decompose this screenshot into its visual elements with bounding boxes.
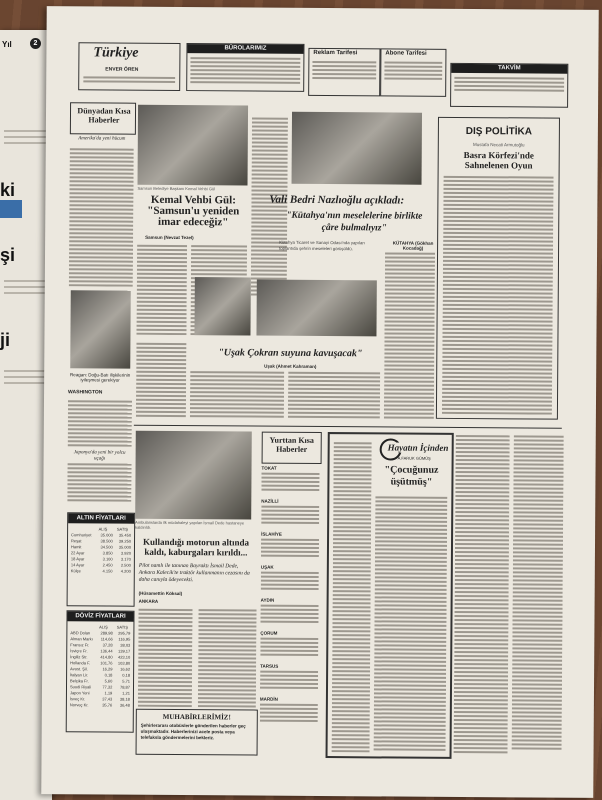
- row-value: 101,76: [100, 659, 113, 666]
- table-row: [68, 659, 132, 665]
- row-label: ABD Doları: [70, 629, 91, 635]
- row-label: 18 Ayar: [70, 555, 85, 561]
- burolar-heading: BÜROLARIMIZ: [187, 44, 303, 54]
- dunyadan-heading-box: [70, 102, 136, 134]
- doviz-col-a: ALIŞ: [99, 623, 108, 630]
- row-value: 3.920: [120, 550, 131, 556]
- row-value: 5,60: [104, 678, 113, 684]
- doviz-col-b: SATIŞ: [116, 624, 129, 630]
- row-value: 35.000: [100, 531, 113, 538]
- masthead-logo-box: [78, 42, 180, 91]
- row-value: 2.500: [120, 562, 131, 568]
- left-page-blue-block: [0, 200, 22, 218]
- row-value: 35.000: [118, 544, 132, 550]
- doviz-box: [66, 610, 135, 732]
- usak-headline: "Uşak Çokran suyuna kavuşacak": [218, 347, 363, 360]
- row-value: 1,21: [122, 690, 130, 696]
- dunyadan-subhead: Amerika'da yeni hücum: [78, 136, 126, 142]
- reagan-photo: [70, 290, 131, 368]
- list-item: [261, 532, 321, 559]
- row-label: Hollanda F.: [70, 659, 91, 665]
- row-value: 4.200: [120, 568, 131, 574]
- row-value: 103,80: [117, 660, 131, 666]
- left-page-fragment-c: şi: [0, 245, 16, 265]
- hayatin-author: A.FARUK GÜMÜŞ: [397, 455, 431, 461]
- left-page-fragment-d: ji: [0, 330, 11, 350]
- doviz-heading: DÖVİZ FİYATLARI: [67, 611, 133, 621]
- yurttan-item-place: UŞAK: [260, 564, 274, 570]
- row-value: 16,62: [120, 666, 131, 672]
- row-value: 2.450: [102, 561, 113, 568]
- kutahya-meeting-photo: [292, 112, 422, 185]
- yurttan-item-place: ÇORUM: [260, 630, 278, 636]
- usak-byline: Uşak (Ahmet Kahraman): [264, 363, 317, 369]
- row-label: Külçe: [70, 567, 81, 573]
- vali-lead: Kütahya Ticaret ve Sanayi Odası'nda yapılan toplantıda şehrin meseleleri görüşüldü.: [279, 239, 365, 251]
- list-item: [261, 466, 321, 493]
- page-number-badge: 2: [30, 38, 41, 49]
- dunyadan-place: WASHINGTON: [68, 389, 103, 396]
- vali-headline: "Kütahya'nın meselelerine birlikte çâre bulmalıyız": [286, 210, 423, 234]
- vali-byline: KÜTAHYA (Gökhan Kocadağ): [392, 240, 434, 251]
- yurttan-heading: Yurttan Kısa Haberler: [269, 435, 314, 455]
- row-value: 0,18: [104, 672, 113, 678]
- office-photo-left: [194, 277, 250, 335]
- kemal-vehbi-gul-photo: [138, 105, 249, 186]
- row-value: 37,28: [102, 641, 113, 648]
- row-value: 116,95: [118, 636, 131, 642]
- dis-politika-headline: Basra Körfezi'nde Sahnelenen Oyun: [463, 149, 534, 171]
- row-value: 139,17: [118, 648, 131, 654]
- altin-col-a: ALIŞ: [98, 525, 108, 532]
- row-value: 39.250: [118, 538, 132, 544]
- dunyadan-mid-subhead: Japonya'da yeni bir yolcu uçağı: [73, 450, 126, 462]
- altin-col-b: SATIŞ: [116, 526, 129, 532]
- dunyadan-heading: Dünyadan Kısa Haberler: [77, 106, 131, 125]
- motor-place: ANKARA: [138, 598, 159, 604]
- yurttan-heading-box: [262, 432, 322, 464]
- table-row: [69, 537, 133, 543]
- table-row: [68, 629, 132, 635]
- row-label: Reşat: [71, 537, 82, 543]
- motor-headline: Kullandığı motorun altında kaldı, kaburgaları kırıldı...: [142, 536, 250, 558]
- table-row: [69, 567, 133, 573]
- takvim-box: [450, 63, 568, 108]
- row-value: 114,66: [100, 635, 113, 642]
- yurttan-item-place: İSLAHİYE: [261, 531, 282, 537]
- list-item: [260, 598, 320, 625]
- table-row: [69, 543, 133, 549]
- newspaper-logo: Türkiye: [93, 45, 139, 61]
- newspaper-page: [41, 6, 598, 798]
- muhabir-body: Şehirlerarası otobüslerle gönderilen haberler geç ulaşmaktadır. Haberlerinizi acele posta veya telefaksla göndermelerini bekleriz.: [140, 722, 246, 741]
- left-page-fragment-a: Yıl: [2, 40, 12, 49]
- row-value: 35.450: [118, 532, 132, 538]
- horizontal-rule: [134, 425, 562, 429]
- row-value: 34.500: [100, 543, 113, 550]
- doviz-table: [68, 623, 133, 707]
- row-value: 38,18: [119, 696, 130, 702]
- yurttan-item-place: NAZİLLİ: [261, 498, 279, 504]
- row-value: 16,29: [102, 665, 113, 672]
- row-label: Avust. Şil.: [70, 665, 88, 671]
- dis-politika-box: [436, 117, 560, 420]
- row-value: 36,48: [119, 702, 130, 708]
- row-value: 3.850: [102, 549, 113, 556]
- list-item: [260, 631, 320, 658]
- list-item: [260, 697, 320, 724]
- table-row: [68, 635, 132, 641]
- left-page-fragment-b: ki: [0, 180, 16, 200]
- dis-politika-author: Mustafa Necati Armutoğlu: [473, 142, 525, 148]
- row-value: 38.500: [100, 537, 113, 544]
- yurttan-item-place: TARSUS: [260, 663, 279, 669]
- row-value: 3.170: [120, 556, 131, 562]
- row-label: Hamit: [70, 543, 82, 549]
- motor-photo-caption: Ambulanslarda ilk müdahaleyi yapılan İsmail Dede hastaneye kaldırıldı.: [135, 519, 245, 530]
- row-value: 295,79: [118, 630, 131, 636]
- muhabir-box: [136, 709, 258, 756]
- row-value: 77,32: [102, 683, 113, 690]
- row-value: 4.150: [102, 567, 113, 574]
- row-label: Alman Markı: [70, 635, 93, 641]
- kemal-headline: Kemal Vehbi Gül: "Samsun'u yeniden imar edeceğiz": [147, 193, 240, 229]
- list-item: [261, 499, 321, 526]
- reklam-heading: Reklam Tarifesi: [313, 49, 358, 57]
- row-value: 289,98: [100, 629, 113, 636]
- list-item: [260, 664, 320, 691]
- row-label: İtalyan Lir.: [70, 671, 89, 677]
- row-label: İngiliz Str.: [70, 653, 88, 659]
- row-label: Fransız Fr.: [70, 641, 90, 647]
- table-row: [69, 531, 133, 537]
- row-value: 423,10: [117, 654, 131, 660]
- row-value: 3.100: [102, 555, 113, 562]
- yurttan-item-place: AYDIN: [260, 597, 275, 603]
- row-label: İsveç Kr.: [69, 695, 86, 701]
- row-value: 1,19: [104, 690, 113, 696]
- hayatin-box: [326, 432, 454, 759]
- row-label: İsviçre Fr.: [70, 647, 88, 653]
- hayatin-logo: Hayatın İçinden: [387, 442, 449, 453]
- takvim-heading: TAKVİM: [451, 64, 567, 74]
- yurttan-item-place: TOKAT: [261, 465, 277, 471]
- yurttan-item-place: MARDİN: [259, 696, 278, 702]
- motor-byline: (Hüsamettin Köksal): [138, 590, 183, 597]
- vali-kicker: Vali Bedri Nazlıoğlu açıkladı:: [269, 193, 405, 207]
- row-label: Cumhuriyet: [71, 531, 92, 537]
- altin-heading: ALTIN FİYATLARI: [68, 513, 134, 523]
- hayatin-headline: "Çocuğunuz üşütmüş": [384, 464, 439, 488]
- yurttan-list: [260, 466, 322, 756]
- table-row: [68, 653, 132, 659]
- row-label: 14 Ayar: [70, 561, 85, 567]
- row-value: 37,43: [102, 695, 113, 702]
- altin-table: [69, 525, 133, 573]
- row-value: 414,80: [100, 653, 113, 660]
- row-label: Belçika Fr.: [70, 677, 89, 683]
- reagan-photo-caption: Reagan: Doğu-Batı ilişkilerinin iyileşmesi gerekiyor: [70, 372, 131, 383]
- row-label: Norveç Kr.: [69, 701, 89, 707]
- owner-name: ENVER ÖREN: [105, 66, 139, 73]
- hospital-photo: [135, 431, 252, 520]
- abone-box: [380, 48, 446, 96]
- dis-politika-heading: DIŞ POLİTİKA: [465, 126, 532, 138]
- kemal-photo-caption: Samsun Belediye Başkanı Kemal Vehbi Gül: [137, 185, 216, 192]
- burolar-box: [186, 43, 304, 92]
- reklam-box: [308, 48, 380, 97]
- row-value: 0,18: [122, 672, 131, 678]
- row-label: 22 Ayar: [70, 549, 85, 555]
- motor-deck: Pilot namlı ile tanınan Bayraktı İsmail Dede, Ankara Kalecik'te traktör kullanmanın cezasını da daha canıyla ödeyecekti.: [138, 562, 250, 584]
- row-value: 38,03: [120, 642, 131, 648]
- kemal-byline: Samsun (Nevzat Tezel): [145, 234, 194, 241]
- table-row: [68, 701, 132, 707]
- row-value: 136,44: [100, 647, 113, 654]
- abone-heading: Abone Tarifesi: [385, 50, 427, 57]
- row-value: 35,76: [102, 701, 113, 708]
- row-value: 78,87: [119, 684, 131, 690]
- altin-box: [67, 512, 136, 606]
- office-photo-right: [256, 280, 376, 337]
- table-row: [68, 647, 132, 653]
- muhabir-heading: MUHABİRLERİMİZ!: [162, 712, 231, 722]
- list-item: [261, 565, 321, 592]
- row-value: 5,71: [122, 678, 131, 684]
- row-label: Suudi Riyali: [69, 683, 92, 689]
- row-label: Japon Yeni: [69, 689, 90, 695]
